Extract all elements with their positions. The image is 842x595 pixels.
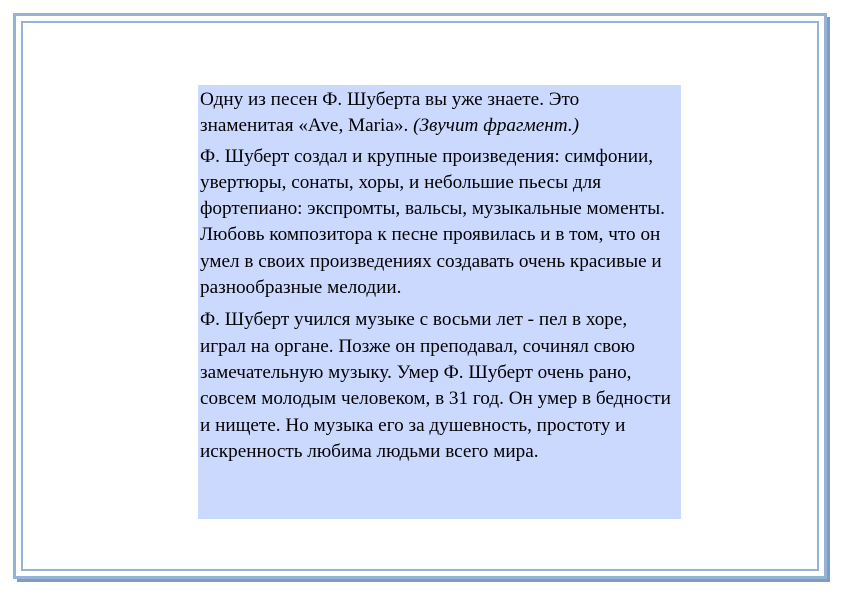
frame-shadow-right bbox=[827, 17, 830, 582]
paragraph-biography: Ф. Шуберт учился музыке с восьми лет - пел в хоре, играл на органе. Позже он преподавал, сочинял свою замечательную музыку. Умер Ф. Шуберт очень рано, совсем молодым человеком, в 31 год. Он умер в бедности и нищете. Но музыка его за душевность, простоту и искренность любима людьми всего мира. bbox=[200, 309, 671, 462]
paragraph-works: Ф. Шуберт создал и крупные произведения: симфонии, увертюры, сонаты, хоры, и небольшие пьесы для фортепиано: экспромты, вальсы, музыкальные моменты. Любовь композитора к песне проявилась и в том, что он умел в своих произведениях создавать очень красивые и разнообразные мелодии. bbox=[200, 145, 665, 299]
fragment-note: (Звучит фрагмент.) bbox=[413, 115, 580, 137]
paragraph-ave-maria bbox=[200, 87, 677, 140]
paragraph-ave-maria-text: Одну из песен Ф. Шуберта вы уже знаете. Это знаменитая «Ave, Maria». bbox=[200, 89, 580, 137]
frame-shadow-bottom bbox=[17, 579, 830, 582]
text-block bbox=[198, 85, 681, 519]
